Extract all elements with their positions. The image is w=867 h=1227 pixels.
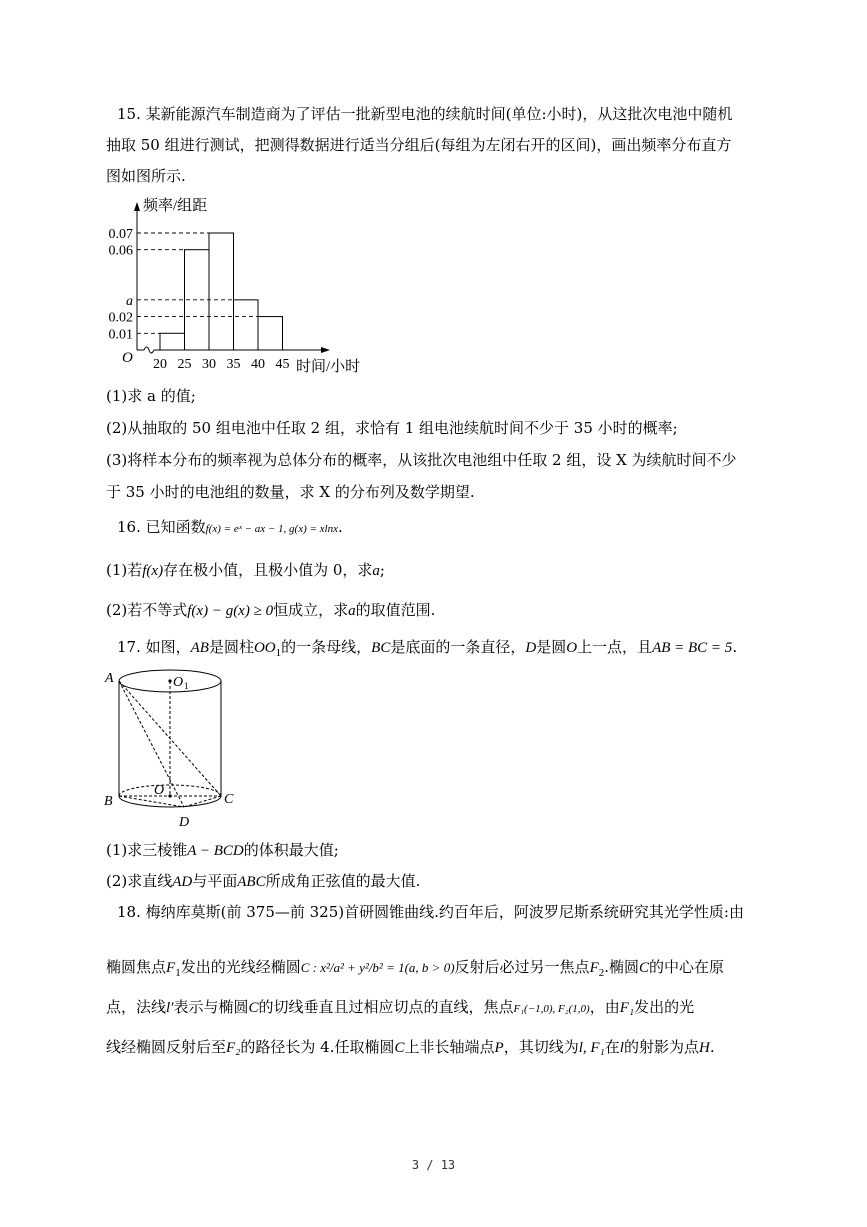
q17-oo: OO [253, 640, 276, 656]
q17-sub2-ad: AD [172, 874, 193, 890]
histogram-chart [100, 192, 361, 380]
q16-suffix: . [337, 518, 343, 536]
label-O: O [154, 783, 165, 798]
x-tick-label-4: 40 [251, 357, 265, 372]
q18-l2-e: 的中心在原 [649, 958, 725, 976]
q18-l4-a: 线经椭圆反射后至 [106, 1038, 227, 1056]
q17-eq: AB = BC = 5 [652, 640, 733, 656]
q18-line4 [106, 1037, 715, 1058]
histogram-bar-2 [209, 233, 234, 350]
q18-l3-l: l′ [166, 1000, 174, 1016]
q18-l2-f1: F [166, 960, 176, 976]
q18-l2-d: .椭圆 [604, 958, 640, 976]
q17-sub1-b: 的体积最大值; [243, 841, 339, 859]
histogram-bar-3 [234, 300, 259, 350]
q17-sub2-abc: ABC [237, 874, 266, 890]
q18-l4-C: C [394, 1040, 405, 1056]
q15-sub3a: (3)将样本分布的频率视为总体分布的概率，从该批次电池组中任取 2 组，设 X 为续航时间不少 [106, 451, 737, 469]
q18-l3-f1: F₁ [619, 1000, 635, 1016]
q17-O: O [566, 640, 578, 656]
y-tick-label-4: 0.01 [108, 327, 133, 343]
q18-l2-a: 椭圆焦点 [106, 958, 167, 976]
q16-line1 [117, 517, 343, 539]
x-tick-label-1: 25 [177, 357, 192, 372]
page-number: 3 / 13 [411, 1158, 456, 1172]
x-axis-break [144, 347, 154, 353]
q17-D: D [525, 640, 537, 656]
q18-l3-e: 发出的光 [634, 998, 695, 1016]
q18-l2-f1-sub: 1 [175, 967, 181, 979]
x-tick-label-0: 20 [153, 357, 167, 372]
histogram-bar-4 [258, 317, 283, 350]
y-tick-label-3: 0.02 [108, 310, 133, 326]
label-C: C [224, 792, 234, 807]
x-tick-label-2: 30 [202, 357, 216, 372]
center-point-o [168, 794, 171, 797]
q15-line3: 图如图所示. [106, 167, 186, 185]
y-axis-label: 频率/组距 [143, 198, 208, 214]
q16-sub2-c: 的取值范围. [355, 601, 436, 619]
q17-f: 上一点，且 [577, 638, 653, 656]
q17-sub1-f: A − BCD [187, 843, 244, 859]
q16-sub2-var: a [348, 603, 356, 619]
q16-sub2-formula: f(x) − g(x) ≥ 0 [187, 603, 274, 619]
label-O1: O [173, 675, 184, 690]
q16-formula: f(x) = eˣ − ax − 1, g(x) = xlnx [205, 523, 338, 535]
q17-sub2-c: 所成角正弦值的最大值. [265, 872, 421, 890]
q17-d: 是底面的一条直径， [390, 638, 526, 656]
q18-l3-foci: F₁(−1,0), F₂(1,0) [513, 1003, 590, 1015]
q18-l4-lf: l, F₁ [578, 1040, 605, 1056]
q17-line1 [117, 637, 737, 663]
q18-l4-H: H [698, 1040, 710, 1056]
q18-l3-a: 点，法线 [106, 998, 167, 1016]
q15-sub2: (2)从抽取的 50 组电池中任取 2 组，求恰有 1 组电池续航时间不少于 35 小时的概率; [106, 419, 678, 437]
q16-sub1-var: a [372, 563, 380, 579]
y-tick-label-1: 0.06 [108, 243, 133, 259]
q17-sub1 [106, 840, 339, 861]
q18-l2-eq: C : x²/a² + y²/b² = 1(a, b > 0) [300, 960, 455, 975]
q16-sub1-a: (1)若 [106, 561, 143, 579]
q18-l4-b: 的路径长为 4.任取椭圆 [240, 1038, 395, 1056]
q16-sub1-c: ; [379, 561, 385, 579]
q17-b: 是圆柱 [208, 638, 254, 656]
q18-l3-b: 表示与椭圆 [173, 998, 249, 1016]
q18-l4-f: 的射影为点 [623, 1038, 699, 1056]
q18-line2 [106, 957, 724, 983]
q18-l4-d: ，其切线为 [503, 1038, 579, 1056]
label-O1-sub: 1 [184, 681, 189, 691]
q16-prefix: 16. 已知函数 [117, 518, 206, 536]
label-D: D [179, 815, 190, 830]
q15-line2: 抽取 50 组进行测试，把测得数据进行适当分组后(每组为左闭右开的区间)，画出频率分布直方 [106, 136, 732, 154]
label-B: B [104, 794, 113, 809]
q15-line1: 15. 某新能源汽车制造商为了评估一批新型电池的续航时间(单位:小时)，从这批次电池中随机 [117, 105, 733, 123]
q18-l2-f2: F [589, 960, 599, 976]
q17-bc: BC [371, 640, 391, 656]
q17-oo-sub: 1 [275, 647, 282, 659]
q18-l4-l: l [619, 1040, 624, 1056]
q17-g: . [732, 638, 738, 656]
q16-sub1-b: 存在极小值，且极小值为 0，求 [163, 561, 373, 579]
x-tick-label-5: 45 [275, 357, 290, 372]
label-A: A [105, 671, 114, 686]
q18-l3-C: C [248, 1000, 259, 1016]
q17-c: 的一条母线， [281, 638, 372, 656]
q17-a: 17. 如图， [117, 638, 191, 656]
q17-ab: AB [190, 640, 209, 656]
origin-label: O [122, 350, 133, 366]
q15-sub3b: 于 35 小时的电池组的数量，求 X 的分布列及数学期望. [106, 483, 475, 501]
q18-l2-C: C [639, 960, 650, 976]
x-axis-arrow [321, 347, 330, 353]
q16-sub2-b: 恒成立，求 [273, 601, 349, 619]
q18-l4-f2: F₂ [226, 1040, 241, 1056]
q18-l4-c: 上非长轴端点 [404, 1038, 495, 1056]
y-tick-label-0: 0.07 [108, 227, 133, 242]
q16-sub1 [106, 560, 385, 581]
q18-l3-d: ，由 [589, 998, 620, 1016]
y-axis-arrow [134, 202, 140, 211]
q17-sub2 [106, 871, 420, 892]
q17-e: 是圆 [536, 638, 567, 656]
q18-line3 [106, 997, 694, 1019]
x-axis-label: 时间/小时 [296, 359, 361, 375]
q17-sub2-b: 与平面 [192, 872, 238, 890]
q18-l4-e: 在 [604, 1038, 620, 1056]
q18-l3-c: 的切线垂直且过相应切点的直线，焦点 [258, 998, 514, 1016]
q17-sub2-a: (2)求直线 [106, 872, 173, 890]
q16-sub2-a: (2)若不等式 [106, 601, 188, 619]
x-tick-label-3: 35 [226, 357, 241, 372]
y-tick-label-2: a [126, 293, 133, 309]
q17-sub1-a: (1)求三棱锥 [106, 841, 188, 859]
q18-line1: 18. 梅纳库莫斯(前 375—前 325)首研圆锥曲线.约百年后，阿波罗尼斯系统研究其光学性质:由 [117, 903, 744, 921]
q18-l2-c: 反射后必过另一焦点 [454, 958, 590, 976]
q18-l4-P: P [494, 1040, 504, 1056]
histogram-bar-0 [160, 333, 185, 350]
cylinder-figure [100, 664, 240, 834]
q18-l4-g: . [709, 1038, 715, 1056]
q18-l2-b: 发出的光线经椭圆 [180, 958, 301, 976]
center-point-o1 [168, 679, 171, 682]
q16-sub1-f: f(x) [142, 563, 164, 579]
q15-sub1: (1)求 a 的值; [106, 387, 196, 405]
q16-sub2 [106, 600, 435, 621]
q18-l2-f2-sub: 2 [598, 967, 605, 979]
